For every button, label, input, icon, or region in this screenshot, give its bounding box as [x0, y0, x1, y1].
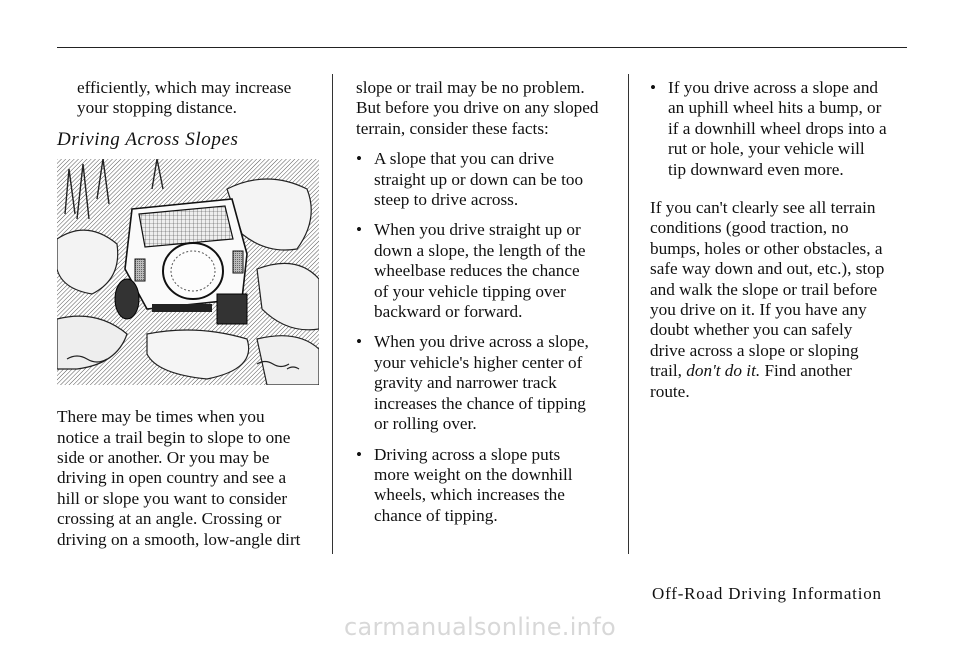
advice-paragraph: If you can't clearly see all terrain conditions (good traction, no bumps, holes or other obstacles, a safe way down and out, etc.), stop and walk the slope or trail before you drive on it. If you have any doubt whether you can safely drive across a slope or sloping trail, don't do it. Find another route.	[650, 198, 912, 402]
column-divider-1	[332, 74, 333, 554]
list-item: • Driving across a slope puts more weight on the downhill wheels, which increases the chance of tipping.	[356, 444, 573, 525]
slope-warning-list	[650, 78, 912, 180]
body-paragraph: There may be times when you notice a trail begin to slope to one side or another. Or you may be driving in open country and see a hill or slope you want to consider crossing at an angle. Crossing or driving on a smooth, low-angle dirt	[57, 407, 301, 549]
list-item: • If you drive across a slope and an uphill wheel hits a bump, or if a downhill wheel drops into a rut or hole, your vehicle will tip downward even more.	[650, 78, 887, 179]
list-item: • A slope that you can drive straight up or down can be too steep to drive across.	[356, 149, 584, 210]
page-footer: Off-Road Driving Information	[652, 584, 882, 603]
bullet-icon: •	[356, 149, 363, 169]
list-item: • When you drive across a slope, your vehicle's higher center of gravity and narrower track increases the chance of tipping or rolling over.	[356, 332, 589, 434]
bullet-icon: •	[356, 444, 363, 464]
intro-paragraph: slope or trail may be no problem. But before you drive on any sloped terrain, consider these facts:	[356, 78, 599, 138]
facts-list	[356, 149, 611, 526]
list-item: • When you drive straight up or down a slope, the length of the wheelbase reduces the chance of your vehicle tipping over backward or forward.	[356, 220, 586, 322]
column-2	[356, 78, 611, 536]
bullet-icon: •	[356, 220, 363, 240]
advice-line-emphasis: trail, don't do it. Find another	[650, 361, 852, 381]
emphasis-text: don't do it.	[686, 361, 761, 381]
column-1	[57, 78, 322, 550]
column-divider-2	[628, 74, 629, 554]
watermark: carmanualsonline.info	[344, 613, 616, 641]
lead-in-text: efficiently, which may increase your stopping distance.	[77, 78, 292, 118]
section-heading: Driving Across Slopes	[57, 128, 239, 150]
bullet-icon: •	[650, 78, 657, 97]
bullet-icon: •	[356, 332, 363, 352]
top-rule	[57, 47, 907, 48]
column-3	[650, 78, 912, 412]
off-road-vehicle-illustration	[57, 159, 319, 385]
